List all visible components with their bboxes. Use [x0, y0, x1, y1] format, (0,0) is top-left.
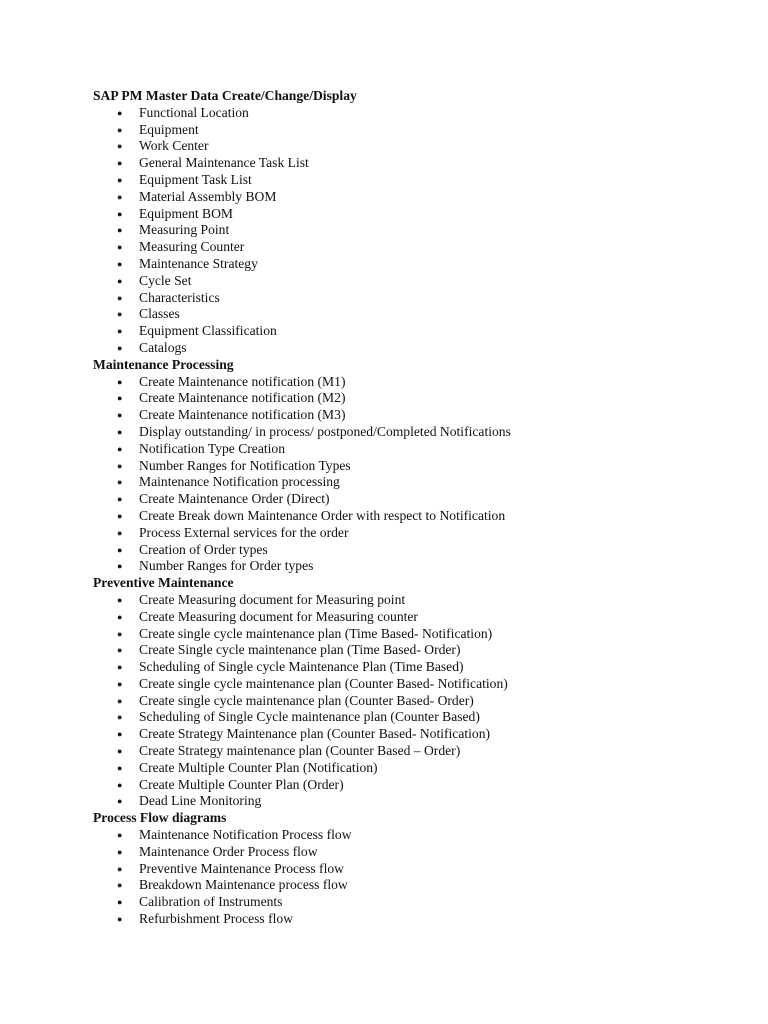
bullet-icon: ●: [117, 527, 123, 538]
bullet-icon: ●: [117, 830, 123, 841]
list-item-text: Catalogs: [139, 339, 187, 355]
list-item-text: Create Maintenance notification (M2): [139, 390, 346, 406]
list-item-text: Number Ranges for Notification Types: [139, 457, 351, 473]
list-item: [93, 105, 733, 122]
list-item-text: Preventive Maintenance Process flow: [139, 860, 344, 876]
bullet-icon: ●: [117, 410, 123, 421]
list-item: [93, 592, 733, 609]
list-item: [93, 441, 733, 458]
bullet-icon: ●: [117, 544, 123, 555]
list-item-text: General Maintenance Task List: [139, 155, 309, 171]
bullet-icon: ●: [117, 208, 123, 219]
bullet-icon: ●: [117, 594, 123, 605]
list-item-text: Equipment Task List: [139, 171, 252, 187]
list-item-text: Equipment Classification: [139, 323, 277, 339]
list-item-text: Number Ranges for Order types: [139, 558, 314, 574]
item-list: [93, 827, 733, 928]
list-item-text: Functional Location: [139, 104, 249, 120]
list-item-text: Display outstanding/ in process/ postponed/Completed Notifications: [139, 423, 511, 439]
list-item: [93, 273, 733, 290]
list-item: [93, 877, 733, 894]
list-item: [93, 542, 733, 559]
list-item: [93, 793, 733, 810]
list-item: [93, 323, 733, 340]
list-item: [93, 222, 733, 239]
list-item: [93, 726, 733, 743]
list-item-text: Work Center: [139, 138, 209, 154]
list-item-text: Create Break down Maintenance Order with respect to Notification: [139, 507, 506, 523]
bullet-icon: ●: [117, 141, 123, 152]
bullet-icon: ●: [117, 309, 123, 320]
list-item-text: Cycle Set: [139, 272, 192, 288]
list-item-text: Create Maintenance notification (M3): [139, 407, 346, 423]
bullet-icon: ●: [117, 393, 123, 404]
list-item-text: Create Multiple Counter Plan (Notification): [139, 759, 378, 775]
list-item: [93, 659, 733, 676]
bullet-icon: ●: [117, 746, 123, 757]
list-item-text: Calibration of Instruments: [139, 894, 283, 910]
list-item-text: Creation of Order types: [139, 541, 268, 557]
list-item-text: Equipment BOM: [139, 205, 234, 221]
bullet-icon: ●: [117, 628, 123, 639]
list-item: [93, 138, 733, 155]
list-item: [93, 374, 733, 391]
bullet-icon: ●: [117, 779, 123, 790]
bullet-icon: ●: [117, 561, 123, 572]
list-item: [93, 491, 733, 508]
list-item: [93, 743, 733, 760]
list-item-text: Dead Line Monitoring: [139, 793, 262, 809]
bullet-icon: ●: [117, 645, 123, 656]
list-item: [93, 256, 733, 273]
section-title: Maintenance Processing: [93, 356, 234, 372]
bullet-icon: ●: [117, 158, 123, 169]
list-item: [93, 709, 733, 726]
list-item-text: Create single cycle maintenance plan (Counter Based- Notification): [139, 675, 508, 691]
list-item: [93, 290, 733, 307]
list-item: [93, 642, 733, 659]
list-item: [93, 155, 733, 172]
list-item-text: Scheduling of Single Cycle maintenance plan (Counter Based): [139, 709, 480, 725]
list-item: [93, 239, 733, 256]
bullet-icon: ●: [117, 292, 123, 303]
bullet-icon: ●: [117, 729, 123, 740]
bullet-icon: ●: [117, 510, 123, 521]
list-item: [93, 424, 733, 441]
document-page: [93, 88, 733, 928]
bullet-icon: ●: [117, 880, 123, 891]
item-list: [93, 374, 733, 576]
bullet-icon: ●: [117, 443, 123, 454]
bullet-icon: ●: [117, 225, 123, 236]
list-item-text: Maintenance Strategy: [139, 255, 258, 271]
list-item: [93, 676, 733, 693]
list-item: [93, 626, 733, 643]
list-item-text: Classes: [139, 306, 180, 322]
bullet-icon: ●: [117, 494, 123, 505]
list-item: [93, 777, 733, 794]
bullet-icon: ●: [117, 662, 123, 673]
list-item-text: Create single cycle maintenance plan (Time Based- Notification): [139, 625, 493, 641]
list-item-text: Create Measuring document for Measuring counter: [139, 608, 418, 624]
list-item: [93, 390, 733, 407]
list-item-text: Create Maintenance notification (M1): [139, 373, 346, 389]
list-item-text: Create Maintenance Order (Direct): [139, 491, 330, 507]
bullet-icon: ●: [117, 460, 123, 471]
section-preventive-maintenance: [93, 575, 733, 810]
section-title: Preventive Maintenance: [93, 575, 234, 591]
list-item-text: Maintenance Notification Process flow: [139, 827, 352, 843]
bullet-icon: ●: [117, 477, 123, 488]
bullet-icon: ●: [117, 326, 123, 337]
list-item-text: Create single cycle maintenance plan (Counter Based- Order): [139, 692, 474, 708]
list-item: [93, 206, 733, 223]
bullet-icon: ●: [117, 275, 123, 286]
bullet-icon: ●: [117, 863, 123, 874]
list-item-text: Refurbishment Process flow: [139, 911, 294, 927]
list-item: [93, 911, 733, 928]
list-item-text: Maintenance Order Process flow: [139, 843, 318, 859]
list-item: [93, 122, 733, 139]
list-item: [93, 844, 733, 861]
bullet-icon: ●: [117, 242, 123, 253]
list-item-text: Material Assembly BOM: [139, 188, 277, 204]
list-item: [93, 458, 733, 475]
list-item-text: Measuring Point: [139, 222, 230, 238]
list-item: [93, 894, 733, 911]
list-item-text: Create Strategy maintenance plan (Counter Based – Order): [139, 743, 461, 759]
list-item-text: Process External services for the order: [139, 524, 349, 540]
list-item: [93, 525, 733, 542]
list-item: [93, 609, 733, 626]
section-process-flow-diagrams: [93, 810, 733, 928]
list-item: [93, 693, 733, 710]
section-title: SAP PM Master Data Create/Change/Display: [93, 88, 357, 103]
bullet-icon: ●: [117, 342, 123, 353]
bullet-icon: ●: [117, 124, 123, 135]
list-item: [93, 861, 733, 878]
item-list: [93, 592, 733, 810]
list-item-text: Measuring Counter: [139, 239, 245, 255]
list-item-text: Create Multiple Counter Plan (Order): [139, 776, 344, 792]
list-item: [93, 827, 733, 844]
list-item-text: Equipment: [139, 121, 199, 137]
list-item: [93, 760, 733, 777]
item-list: [93, 105, 733, 357]
list-item: [93, 508, 733, 525]
list-item: [93, 407, 733, 424]
list-item-text: Characteristics: [139, 289, 220, 305]
list-item-text: Create Strategy Maintenance plan (Counter Based- Notification): [139, 726, 491, 742]
bullet-icon: ●: [117, 914, 123, 925]
bullet-icon: ●: [117, 191, 123, 202]
list-item-text: Breakdown Maintenance process flow: [139, 877, 348, 893]
bullet-icon: ●: [117, 712, 123, 723]
list-item-text: Scheduling of Single cycle Maintenance Plan (Time Based): [139, 659, 464, 675]
bullet-icon: ●: [117, 174, 123, 185]
bullet-icon: ●: [117, 796, 123, 807]
bullet-icon: ●: [117, 897, 123, 908]
bullet-icon: ●: [117, 846, 123, 857]
bullet-icon: ●: [117, 376, 123, 387]
bullet-icon: ●: [117, 426, 123, 437]
list-item-text: Create Single cycle maintenance plan (Time Based- Order): [139, 642, 461, 658]
section-maintenance-processing: [93, 357, 733, 575]
bullet-icon: ●: [117, 762, 123, 773]
bullet-icon: ●: [117, 611, 123, 622]
bullet-icon: ●: [117, 258, 123, 269]
list-item: [93, 558, 733, 575]
section-master-data: [93, 88, 733, 357]
list-item-text: Create Measuring document for Measuring point: [139, 591, 406, 607]
bullet-icon: ●: [117, 107, 123, 118]
list-item-text: Maintenance Notification processing: [139, 474, 340, 490]
list-item: [93, 306, 733, 323]
bullet-icon: ●: [117, 695, 123, 706]
list-item-text: Notification Type Creation: [139, 440, 286, 456]
bullet-icon: ●: [117, 678, 123, 689]
list-item: [93, 189, 733, 206]
list-item: [93, 340, 733, 357]
list-item: [93, 474, 733, 491]
section-title: Process Flow diagrams: [93, 810, 227, 826]
list-item: [93, 172, 733, 189]
